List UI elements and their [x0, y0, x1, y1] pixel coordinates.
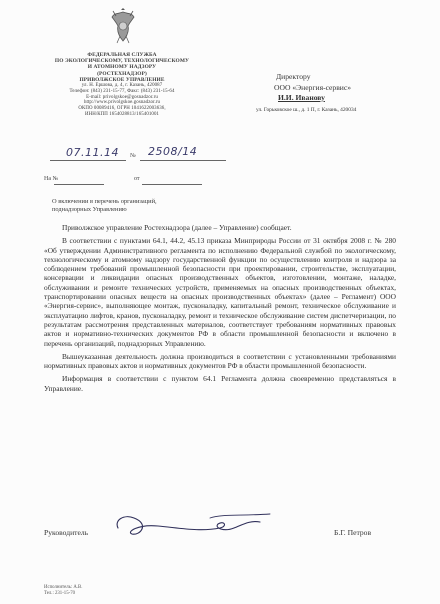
coat-of-arms-icon [108, 8, 138, 46]
recipient-block [256, 72, 416, 114]
org-name-line: ФЕДЕРАЛЬНАЯ СЛУЖБА [87, 52, 157, 58]
handwritten-date: 07.11.14 [66, 146, 119, 159]
recipient-org: ООО «Энергия-сервис» [274, 82, 352, 92]
body-paragraph: В соответствии с пунктами 64.1, 44.2, 45.13 приказа Минприроды России от 31 октября 2008 г. № 280 «Об утверждении Административного регламента по исполнению Федеральной службой по экологическому, технологическому и атомному надзору государственной функции по осуществлению контроля и надзора за соблюдением требований промышленной безопасности при проектировании, строительстве, эксплуатации, консервации и ликвидации опасных производственных объектов, изготовлении, монтаже, наладке, обслуживании и ремонте технических устройств, применяемых на опасных производственных объектах, транспортировании опасных веществ на опасных производственных объектах» (далее – Регламент) ООО «Энергия-сервис», выполняющее монтаж, пусконаладку, капитальный ремонт, техническое обслуживание и эксплуатацию лифтов, кранов, пусконаладку, ремонт и техническое обслуживание систем диспетчеризации, по результатам рассмотрения представленных материалов, соответствует требованиям нормативных правовых актов и нормативно-технических документов РФ в области промышленной безопасности и включено в перечень организаций, поднадзорных Управлению. [44, 236, 396, 348]
body-paragraph: Информация в соответствии с пунктом 64.1 Регламента должна своевременно представляться в Управление. [44, 374, 396, 393]
reference-number-underline [54, 184, 104, 185]
address-line: Телефон: (843) 231-15-77, Факс: (843) 231-15-64 [69, 88, 175, 94]
footer-line: Тел.: 231-15-70 [44, 591, 75, 596]
reference-line [44, 176, 204, 188]
number-label: № [130, 153, 136, 159]
org-name-line: (РОСТЕХНАДЗОР) [97, 70, 147, 77]
address-line: http://www.privolgskoe.gosnadzor.ru [83, 100, 161, 106]
address-line: ул. Н. Ершова, д. 4, г. Казань, 420087 [81, 83, 163, 89]
reference-number-label: На № [44, 176, 59, 182]
recipient-title: Директору [276, 72, 311, 81]
org-name-line: ПО ЭКОЛОГИЧЕСКОМУ, ТЕХНОЛОГИЧЕСКОМУ [54, 58, 190, 65]
recipient-address: ул. Горьковское ш., д. 1 П, г. Казань, 420034 [256, 106, 357, 113]
registration-line [44, 142, 244, 164]
letter-body [44, 223, 396, 397]
sender-header [38, 52, 206, 118]
address-line: E-mail: privolgskoe@gosnadzor.ru [86, 94, 158, 100]
handwritten-signature [110, 510, 280, 544]
org-name-line: И АТОМНОМУ НАДЗОРУ [87, 64, 157, 71]
date-underline [50, 160, 126, 161]
signer-name: Б.Г. Петров [334, 528, 372, 537]
recipient-name: И.И. Иванову [278, 93, 325, 102]
subject-line: О включении в перечень организаций, [52, 198, 157, 205]
signer-title: Руководитель [44, 528, 89, 537]
letter-subject [52, 198, 232, 214]
address-line: ИНН/КПП 1654028813/165401001 [84, 112, 160, 117]
executor-footer [44, 585, 82, 597]
subject-line: поднадзорных Управлению [52, 206, 127, 213]
department-name: ПРИВОЛЖСКОЕ УПРАВЛЕНИЕ [79, 76, 165, 83]
body-paragraph: Вышеуказанная деятельность должна производиться в соответствии с установленными требованиями нормативных правовых актов и нормативных документов РФ в области промышленной безопасности. [44, 351, 396, 371]
reference-date-label: от [134, 176, 140, 182]
number-underline [140, 160, 226, 161]
handwritten-number: 2508/14 [148, 145, 198, 158]
reference-date-underline [142, 184, 202, 185]
footer-line: Исполнитель: А.В. [44, 585, 83, 590]
address-line: ОКПО 00089416, ОГРН 1041622003636, [78, 106, 166, 112]
body-paragraph: Приволжское управление Ростехнадзора (далее – Управление) сообщает. [62, 223, 292, 232]
